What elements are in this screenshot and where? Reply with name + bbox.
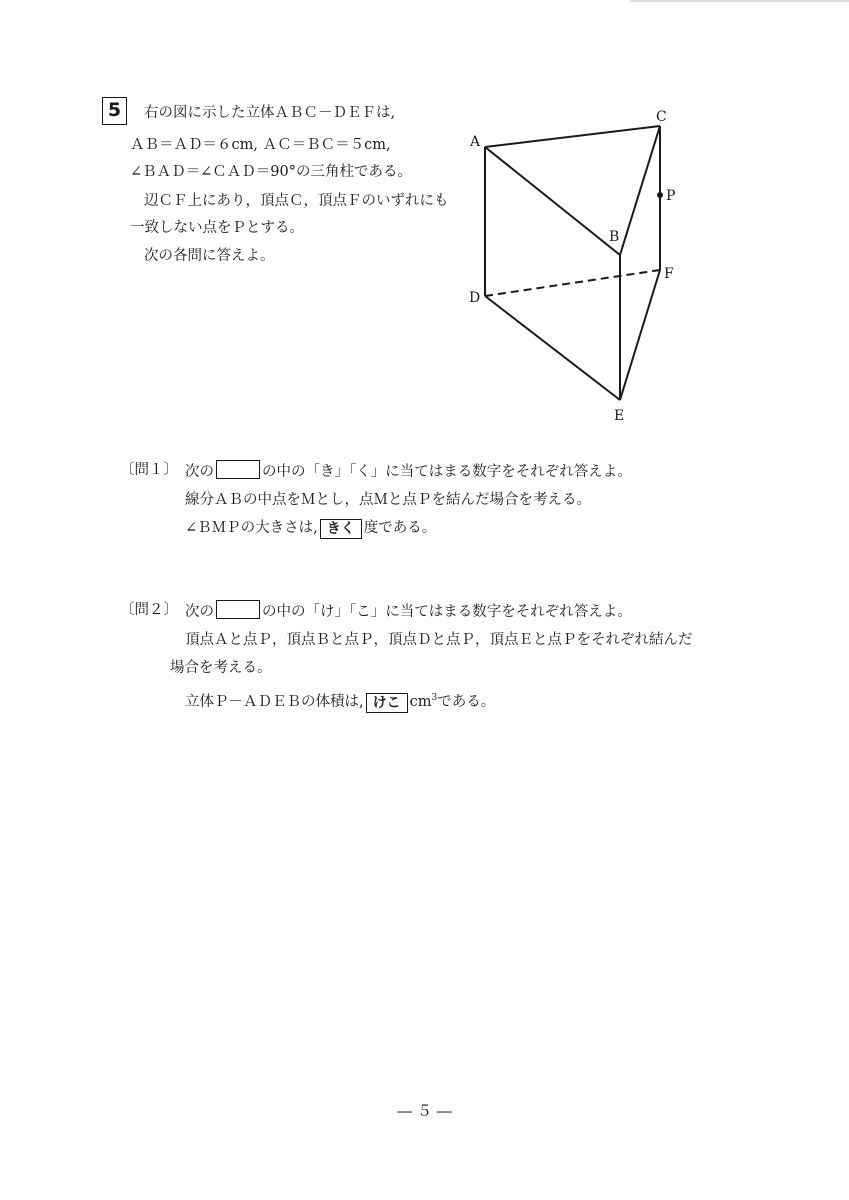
edge-EF bbox=[620, 270, 660, 400]
intro-line-1: 右の図に示した立体ＡＢＣ－ＤＥＦは, bbox=[144, 105, 396, 121]
q2-unit: cm bbox=[409, 693, 432, 710]
point-P bbox=[657, 192, 663, 198]
q2-line-1 bbox=[185, 600, 632, 622]
q2-line-3: 場合を考える。 bbox=[170, 660, 272, 676]
q2-line-1-post: の中の「け」「こ」に当てはまる数字をそれぞれ答えよ。 bbox=[262, 604, 632, 620]
label-A: A bbox=[470, 134, 481, 150]
label-E: E bbox=[614, 408, 625, 424]
q2-line-1-pre: 次の bbox=[185, 604, 214, 620]
q2-unit-exponent: 3 bbox=[431, 693, 438, 703]
label-D: D bbox=[469, 290, 481, 306]
label-B: B bbox=[609, 229, 620, 245]
q1-line-1-post: の中の「き」「く」に当てはまる数字をそれぞれ答えよ。 bbox=[262, 464, 632, 480]
edge-BC bbox=[620, 126, 660, 255]
problem-number: 5 bbox=[102, 97, 127, 125]
q2-line-4-post: である。 bbox=[437, 693, 496, 710]
q1-line-1-pre: 次の bbox=[185, 464, 214, 480]
label-C: C bbox=[656, 109, 667, 125]
label-P: P bbox=[666, 188, 676, 204]
q1-blank-box bbox=[216, 460, 260, 479]
label-F: F bbox=[664, 266, 674, 282]
q1-line-3 bbox=[185, 518, 436, 539]
q1-answer-box: きく bbox=[320, 519, 362, 539]
q2-blank-box bbox=[216, 600, 260, 619]
q1-label: 〔問１〕 bbox=[120, 462, 178, 478]
q2-label: 〔問２〕 bbox=[120, 602, 178, 618]
intro-line-6: 次の各問に答えよ。 bbox=[144, 248, 275, 264]
intro-line-4: 辺ＣＦ上にあり，頂点Ｃ，頂点Ｆのいずれにも bbox=[144, 193, 449, 209]
q2-line-4 bbox=[185, 688, 495, 713]
q1-line-1 bbox=[185, 460, 632, 482]
q1-line-3-pre: ∠ＢＭＰの大きさは, bbox=[185, 520, 318, 536]
q1-line-3-post: 度である。 bbox=[363, 520, 437, 536]
edge-DF-hidden bbox=[485, 270, 660, 296]
triangular-prism-figure bbox=[455, 100, 685, 430]
intro-line-2: ＡＢ＝ＡＤ＝６cm, ＡＣ＝ＢＣ＝５cm, bbox=[130, 137, 391, 153]
q2-answer-box: けこ bbox=[366, 693, 408, 713]
intro-line-3: ∠ＢＡＤ＝∠ＣＡＤ＝90°の三角柱である。 bbox=[130, 164, 412, 180]
q1-line-2: 線分ＡＢの中点をＭとし，点Ｍと点Ｐを結んだ場合を考える。 bbox=[185, 492, 591, 508]
q2-line-2: 頂点Ａと点Ｐ，頂点Ｂと点Ｐ，頂点Ｄと点Ｐ，頂点Ｅと点Ｐをそれぞれ結んだ bbox=[185, 632, 693, 648]
edge-AB bbox=[485, 147, 620, 255]
page-number: ― ５ ― bbox=[397, 1102, 452, 1120]
edge-DE bbox=[485, 296, 620, 400]
scan-edge-line bbox=[630, 0, 849, 2]
q2-line-4-pre: 立体Ｐ－ＡＤＥＢの体積は, bbox=[185, 693, 364, 710]
edge-AC bbox=[485, 126, 660, 147]
intro-line-5: 一致しない点をＰとする。 bbox=[130, 220, 304, 236]
